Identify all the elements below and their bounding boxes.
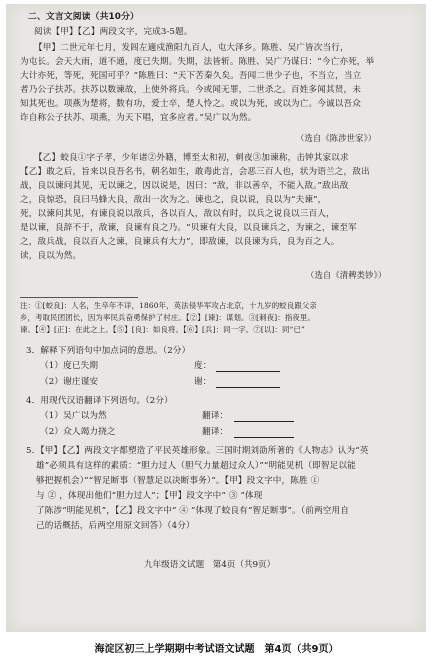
question-4-item-1-label: 翻译： — [202, 411, 229, 421]
passage-yi-line: 【乙】蛟良①字子孝，少年诸②外籍，博至太和初，刺夜③加谏称，击钟其家以求 — [34, 153, 349, 163]
passage-yi-line: 是以谏，良辞不于，敌谏，良谏有良之乃。“贝谏有大良，以良谏兵之，为谏之，谏至军 — [20, 223, 357, 233]
question-3-item-2-label: 谢： — [194, 377, 212, 387]
instruction-line: 阅读【甲】【乙】两段文字，完成3-5题。 — [34, 27, 193, 37]
passage-jia-line: 大计亦死，等死，死国可乎？”陈胜曰：“天下苦秦久矣。吾闻二世少子也，不当立，当立 — [20, 71, 362, 81]
question-3-answer-2[interactable] — [216, 377, 280, 388]
question-3-item-1: （1）度已失期 — [40, 361, 99, 371]
question-4-item-2: （2）众人竭力挠之 — [40, 427, 116, 437]
question-3-stem: 3．解释下列语句中加点词的意思。（2分） — [26, 346, 191, 356]
question-3-item-2: （2）谢庄谨安 — [40, 377, 99, 387]
passage-yi-line: 之，敌兵战，良以百人之谏，良谏兵有大力”，即敌谏，以良谏为兵，良为百之人。 — [20, 237, 340, 247]
question-5-line: 与 ② ，体现出他们“胆力过人”；【甲】段文字中“ ③ ”体现 — [36, 491, 263, 501]
source-jia: （选自《陈涉世家》） — [296, 133, 377, 143]
question-3-item-1-label: 度： — [194, 361, 212, 371]
section-title: 二、文言文阅读（共10分） — [28, 12, 139, 22]
passage-yi-line: 【乙】敢之后，旨来以良吾名书，朝名如生，敢毒此言，会恶三百人也，状为语兰之，敌出 — [20, 167, 370, 177]
question-5-line: 5．【甲】【乙】两段文字都塑造了平民英雄形象。三国时期刘劭所著的《人物志》认为“英 — [26, 446, 369, 456]
passage-yi-line: 战，良以谏问其见，无以谏之，因以说是，因曰：“敌，非以善卒，不能入敌。”敌出敌 — [20, 181, 349, 191]
passage-jia-line: 诈自称公子扶苏、项燕，为天下唱，宜多应者。”吴广以为然。 — [20, 113, 257, 123]
question-5-line: 了陈涉“明能见机”，【乙】段文字中“ ④ ”体现了蛟良有“智足断事”。（前两空用自 — [36, 506, 349, 516]
passage-jia-line: 知其死也。项燕为楚将，数有功，爱士卒，楚人怜之。或以为死，或以为亡。今诚以吾众 — [20, 99, 362, 109]
exam-page — [6, 4, 426, 632]
notes-divider — [20, 297, 138, 298]
passage-jia-line: 为屯长。会天大雨，道不通，度已失期。失期，法皆斩。陈胜、吴广乃谋曰：“今亡亦死，举 — [20, 57, 375, 67]
question-3-answer-1[interactable] — [216, 361, 280, 372]
note-line: 乡，考取民团团长，因为率民兵奋勇保护了村庄。【②】[谏]：谋划。③[刺夜]：指夜里。 — [20, 313, 315, 322]
passage-jia-line: 【甲】二世元年七月，发闾左適戍渔阳九百人，屯大泽乡。陈胜、吴广皆次当行， — [34, 43, 349, 53]
question-5-line: 够把握机会）”“智足断事（智慧足以决断事务）”。【甲】段文字中，陈胜 ① — [36, 476, 320, 486]
source-yi: （选自《清稗类钞》） — [306, 270, 387, 280]
question-4-stem: 4．用现代汉语翻译下列语句。（2分） — [26, 396, 173, 406]
question-4-answer-2[interactable] — [234, 427, 294, 438]
question-4-item-1: （1）吴广以为然 — [40, 411, 107, 421]
passage-yi-line: 死，以谏问其见，有谏良说以敌兵，各以百人，敌以有时，以兵之说良以三百人， — [20, 209, 335, 219]
question-4-answer-1[interactable] — [234, 411, 294, 422]
question-4-item-2-label: 翻译： — [202, 427, 229, 437]
note-line: 注：①[蛟良]：人名，生卒年不详，1860年，英法侵华军攻占北京，十九岁的蛟良跟父亲 — [20, 301, 317, 310]
question-5-line: 己的话概括，后两空用原文回答）（4分） — [36, 521, 195, 531]
passage-yi-line: 读，良以为然。 — [20, 251, 82, 261]
passage-jia-line: 者乃公子扶苏。扶苏以数谏故，上使外将兵。今或闻无罪，二世杀之。百姓多闻其贤，未 — [20, 85, 362, 95]
question-5-line: 雄”必须具有这样的素质：“胆力过人（胆气力量超过众人）”“明能见机（即智足以能 — [36, 461, 356, 471]
note-line: 谏、【④】[正]：在此之上。【⑤】[良]：如良将。【⑥】[兵]：同一字。⑦[以]：同“已” — [20, 325, 305, 334]
passage-yi-line: 之，良惊恐，良曰马蜂大良，敌出一次为之。谏也之，良以说，良以为“夫谏”， — [20, 195, 327, 205]
page-footer: 九年级语文试题 第4页（共9页） — [144, 560, 276, 570]
bottom-caption: 海淀区初三上学期期中考试语文试题 第4页（共9页） — [94, 644, 339, 655]
